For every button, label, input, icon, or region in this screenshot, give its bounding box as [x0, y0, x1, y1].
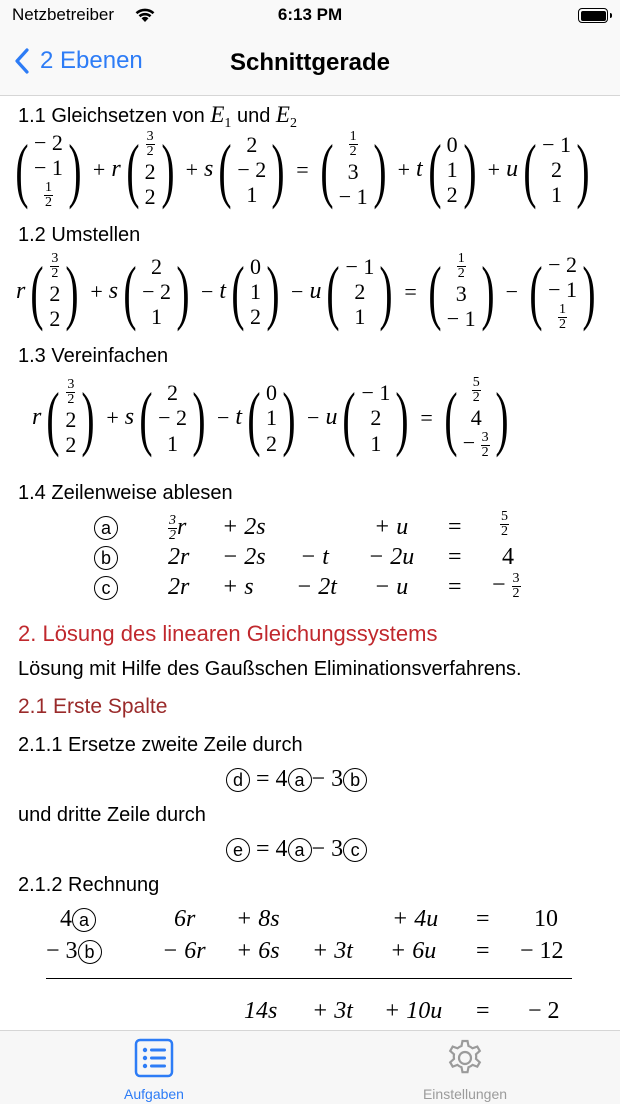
heading-1-2: 1.2 Umstellen [18, 224, 141, 246]
row-marker-a: a [288, 768, 312, 792]
row-marker-e: e [226, 838, 250, 862]
calculation-table: 4 a 6r + 8s + 4u = 10 − 3 b − 6r + 6s + 3t + 6u = − 12 14s + 3t + 10u = − 2 [0, 906, 620, 1030]
row-marker-a: a [288, 838, 312, 862]
row-marker-c: c [343, 838, 367, 862]
carrier-label: Netzbetreiber [12, 5, 115, 24]
sum-divider [46, 978, 572, 979]
and-third-row-text: und dritte Zeile durch [18, 804, 206, 826]
row-marker-a: a [94, 516, 118, 540]
navigation-bar [0, 32, 620, 96]
list-icon [133, 1037, 175, 1079]
row-marker-b: b [94, 546, 118, 570]
heading-2-1-1: 2.1.1 Ersetze zweite Zeile durch [18, 734, 303, 756]
intro-text: Lösung mit Hilfe des Gaußschen Eliminationsverfahrens. [18, 658, 522, 680]
equation-1-3: r ( $\frac{3}{2}$ 2 2 ) + s ( 2 − 2 1 ) − t ( 0 1 2 ) − u ( − 1 2 1 ) = ( $\frac{5}{2}$ 4 − $\frac{3}{2}$ ) [32, 375, 509, 460]
equation-system: a $\frac{3}{2}$ r + 2s + u = $\frac{5}{2}$ b 2r − 2s − t − 2u = 4 c 2r + s − 2t − u = − $\frac{3}{2}$ [0, 514, 620, 610]
equation-1-2: r ( $\frac{3}{2}$ 2 2 ) + s ( 2 − 2 1 ) − t ( 0 1 2 ) − u ( − 1 2 1 ) = ( $\frac{1}{2}$ 3 − 1 ) − ( − 2 − 1 $\frac{1}{2}$ ) [16, 251, 596, 332]
back-button-label: 2 Ebenen [40, 47, 143, 74]
clock: 6:13 PM [277, 5, 343, 24]
solution-content[interactable] [0, 96, 620, 1030]
equation-1-1: ( − 2 − 1 $\frac{1}{2}$ ) + r ( $\frac{3}{2}$ 2 2 ) + s ( 2 − 2 1 ) = ( $\frac{1}{2}$ 3 − 1 ) + t ( 0 1 2 ) + u ( − 1 2 1 ) [15, 129, 590, 210]
tab-bar [0, 1030, 620, 1104]
tab-aufgaben[interactable] [54, 1037, 254, 1102]
heading-1-4: 1.4 Zeilenweise ablesen [18, 482, 233, 504]
equation-e: e = 4 a − 3 c [226, 836, 367, 863]
tab-aufgaben-label: Aufgaben [124, 1086, 184, 1102]
section-2-heading: 2. Lösung des linearen Gleichungssystems [18, 621, 438, 646]
tab-einstellungen[interactable] [365, 1037, 565, 1102]
status-bar [0, 0, 620, 32]
page-title: Schnittgerade [229, 49, 391, 76]
row-marker-d: d [226, 768, 250, 792]
heading-2-1-2: 2.1.2 Rechnung [18, 874, 160, 896]
row-marker-b: b [343, 768, 367, 792]
heading-1-1: 1.1 Gleichsetzen von $E_1$ und $E_2$ [18, 102, 297, 131]
heading-1-3: 1.3 Vereinfachen [18, 345, 169, 367]
row-marker-c: c [94, 576, 118, 600]
battery-icon [578, 8, 608, 23]
tab-einstellungen-label: Einstellungen [422, 1086, 508, 1102]
equation-d: d = 4 a − 3 b [226, 766, 367, 793]
heading-2-1: 2.1 Erste Spalte [18, 695, 168, 718]
gear-icon [444, 1037, 486, 1079]
